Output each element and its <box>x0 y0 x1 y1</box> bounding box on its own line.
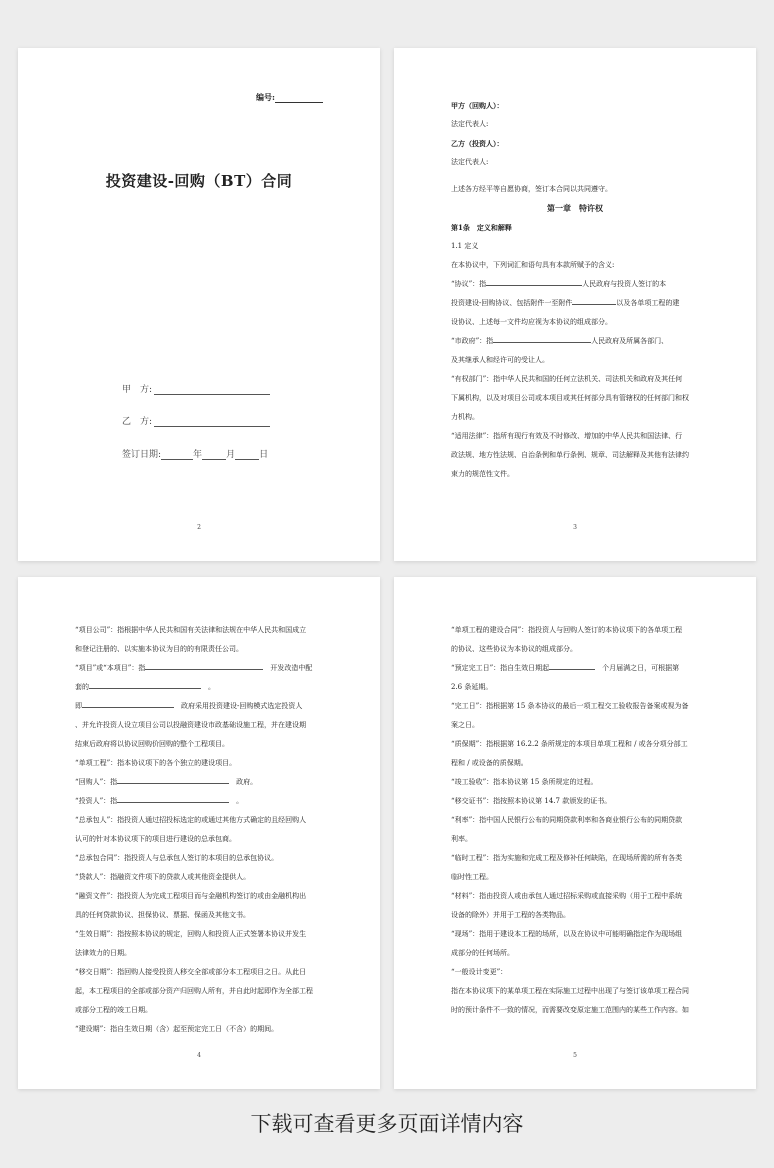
party-a-heading: 甲方（回购人）： <box>451 101 504 110</box>
paragraph-line: 临时性工程。 <box>451 873 493 881</box>
party-b-heading: 乙方（投资人）： <box>451 139 504 148</box>
contract-page-5 <box>394 577 756 1089</box>
paragraph-line: “材料”：指由投资人或由承包人通过招标采购或直接采购（用于工程中系统 <box>451 892 683 900</box>
paragraph-line: 案之日。 <box>451 721 479 729</box>
paragraph-line: “适用法律”：指所有现行有效及不时修改、增加的中华人民共和国法律、行 <box>451 432 683 440</box>
serial-blank <box>275 94 323 103</box>
paragraph-line: “竣工验收”：指本协议第 15 条所规定的过程。 <box>451 778 598 786</box>
contract-page-4 <box>18 577 380 1089</box>
paragraph-line: 设备的除外）并用于工程的各类物品。 <box>451 911 570 919</box>
paragraph-line: 指在本协议项下的某单项工程在实际施工过程中出现了与签订该单项工程合同 <box>451 987 689 995</box>
day-label: 日 <box>259 450 269 460</box>
paragraph-line: 束力的规范性文件。 <box>451 470 514 478</box>
paragraph-line: 的协议、这些协议为本协议的组成部分。 <box>451 645 577 653</box>
party-b-blank <box>154 417 270 427</box>
paragraph-line: “总承包人”：指投资人通过招投标选定的或通过其他方式确定的且经回购人 <box>75 816 307 824</box>
article-heading: 第1条 定义和解释 <box>451 223 512 232</box>
preamble: 上述各方经平等自愿协商，签订本合同以共同遵守。 <box>451 185 612 193</box>
page-number: 4 <box>197 1052 201 1059</box>
paragraph-line: 政法规、地方性法规、自治条例和单行条例、规章、司法解释及其他有法律约 <box>451 451 689 459</box>
paragraph-line: “投资人”：指 。 <box>75 797 244 805</box>
paragraph-line: “临时工程”：指为实施和完成工程及修补任何缺陷，在现场所需的所有各类 <box>451 854 683 862</box>
paragraph-line: 套的 。 <box>75 683 215 691</box>
paragraph-line: 结束后政府将以协议回购价回购的整个工程项目。 <box>75 740 229 748</box>
paragraph-line: 下属机构，以及对项目公司或本项目或其任何部分具有管辖权的任何部门和权 <box>451 394 689 402</box>
month-label: 月 <box>226 450 236 460</box>
paragraph-line: “市政府”：指 人民政府及所属各部门、 <box>451 337 669 345</box>
chapter-heading: 第一章 特许权 <box>547 203 603 213</box>
paragraph-line: 具的任何贷款协议、担保协议、票据、保函及其他文书。 <box>75 911 250 919</box>
contract-title: 投资建设-回购（BT）合同 <box>105 172 293 190</box>
serial-number <box>256 92 323 103</box>
paragraph-line: “质保期”：指根据第 16.2.2 条所规定的本项目单项工程和 / 或各分项分部工 <box>451 740 688 748</box>
paragraph-line: 程和 / 或设备的质保期。 <box>451 759 528 767</box>
paragraph-line: “项目公司”：指根据中华人民共和国有关法律和法规在中华人民共和国成立 <box>75 626 307 634</box>
paragraph-line: 、并允许投资人设立项目公司以投融资建设市政基础设施工程，并在建设期 <box>75 721 306 729</box>
paragraph-line: 在本协议中，下列词汇和语句具有本款所赋予的含义: <box>451 261 615 269</box>
party-b-field <box>122 414 270 427</box>
paragraph-line: 力机构。 <box>451 413 479 421</box>
sign-date-field <box>122 447 268 460</box>
paragraph-line: “项目”或“本项目”：指 开发改造中配 <box>75 664 313 672</box>
paragraph-line: “一般设计变更”： <box>451 968 508 976</box>
paragraph-line: “单项工程”：指本协议项下的各个独立的建设项目。 <box>75 759 237 767</box>
paragraph-line: “完工日”：指根据第 15 条本协议的最后一项工程交工验收报告备案或视为备 <box>451 702 689 710</box>
paragraph-line: 即 政府采用投资建设-回购模式选定投资人 <box>75 702 303 710</box>
paragraph-line: “预定完工日”：指自生效日期起 个月届满之日，可根据第 <box>451 664 680 672</box>
paragraph-line: “移交证书”：指按照本协议第 14.7 款颁发的证书。 <box>451 797 612 805</box>
party-a-label: 甲 方: <box>122 385 153 395</box>
paragraph-line: 和登记注册的、以实施本协议为目的的有限责任公司。 <box>75 645 243 653</box>
paragraph-line: 及其继承人和经许可的受让人。 <box>451 356 549 364</box>
legal-rep-b: 法定代表人: <box>451 158 489 166</box>
year-label: 年 <box>193 450 203 460</box>
download-more-caption: 下载可查看更多页面详情内容 <box>250 1112 524 1136</box>
paragraph-line: 认可的针对本协议项下的项目进行建设的总承包商。 <box>75 835 236 843</box>
paragraph-line: 起，本工程项目的全部或部分资产归回购人所有，并自此时起即作为全部工程 <box>75 987 313 995</box>
page-body <box>451 96 699 484</box>
contract-page-cover <box>18 48 380 561</box>
paragraph-line: “回购人”：指 政府。 <box>75 778 258 786</box>
paragraph-line: “生效日期”：指按照本协议的规定，回购人和投资人正式签署本协议并发生 <box>75 930 307 938</box>
page-number: 5 <box>573 1052 577 1059</box>
paragraph-line: 利率。 <box>451 835 472 843</box>
paragraph-line: 成部分的任何场所。 <box>451 949 514 957</box>
sign-date-label: 签订日期: <box>122 450 162 460</box>
legal-rep-a: 法定代表人: <box>451 120 489 128</box>
party-a-blank <box>154 385 270 395</box>
party-b-label: 乙 方: <box>122 417 153 427</box>
paragraph-line: 法律效力的日期。 <box>75 949 131 957</box>
page-number: 3 <box>573 524 577 531</box>
paragraph-line: “建设期”：指自生效日期（含）起至预定完工日（不含）的期间。 <box>75 1025 279 1033</box>
paragraph-line: 时的预计条件不一致的情况，而需要改变原定施工范围内的某些工作内容。如 <box>451 1006 689 1014</box>
paragraph-line: “协议”：指 人民政府与投资人签订的本 <box>451 280 667 288</box>
paragraph-line: “利率”：指中国人民银行公布的同期贷款利率和各商业银行公布的同期贷款 <box>451 816 683 824</box>
contract-page-3 <box>394 48 756 561</box>
paragraph-line: “单项工程的建设合同”：指投资人与回购人签订的本协议项下的各单项工程 <box>451 626 683 634</box>
section-heading: 1.1 定义 <box>451 242 479 250</box>
party-a-field <box>122 382 270 395</box>
paragraph-line: 2.6 条延期。 <box>451 683 493 691</box>
paragraph-line: 投资建设-回购协议、包括附件一至附件 以及各单项工程的建 <box>451 299 680 307</box>
paragraph-line: “总承包合同”：指投资人与总承包人签订的本项目的总承包协议。 <box>75 854 279 862</box>
page-body <box>75 621 323 1039</box>
paragraph-line: “有权部门”：指中华人民共和国的任何立法机关、司法机关和政府及其任何 <box>451 375 683 383</box>
paragraph-line: 设协议、上述每一文件均应视为本协议的组成部分。 <box>451 318 612 326</box>
paragraph-line: “贷款人”：指融资文件项下的贷款人或其他资金提供人。 <box>75 873 251 881</box>
paragraph-line: “融资文件”：指投资人为完成工程项目而与金融机构签订的或由金融机构出 <box>75 892 307 900</box>
paragraph-line: “移交日期”：指回购人接受投资人移交全部或部分本工程项目之日。从此日 <box>75 968 307 976</box>
page-number: 2 <box>197 524 201 531</box>
serial-label: 编号: <box>256 92 275 102</box>
paragraph-line: “现场”：指用于建设本工程的场所，以及在协议中可能明确指定作为现场组 <box>451 930 683 938</box>
paragraph-line: 或部分工程的竣工日期。 <box>75 1006 152 1014</box>
page-body <box>451 621 699 1020</box>
